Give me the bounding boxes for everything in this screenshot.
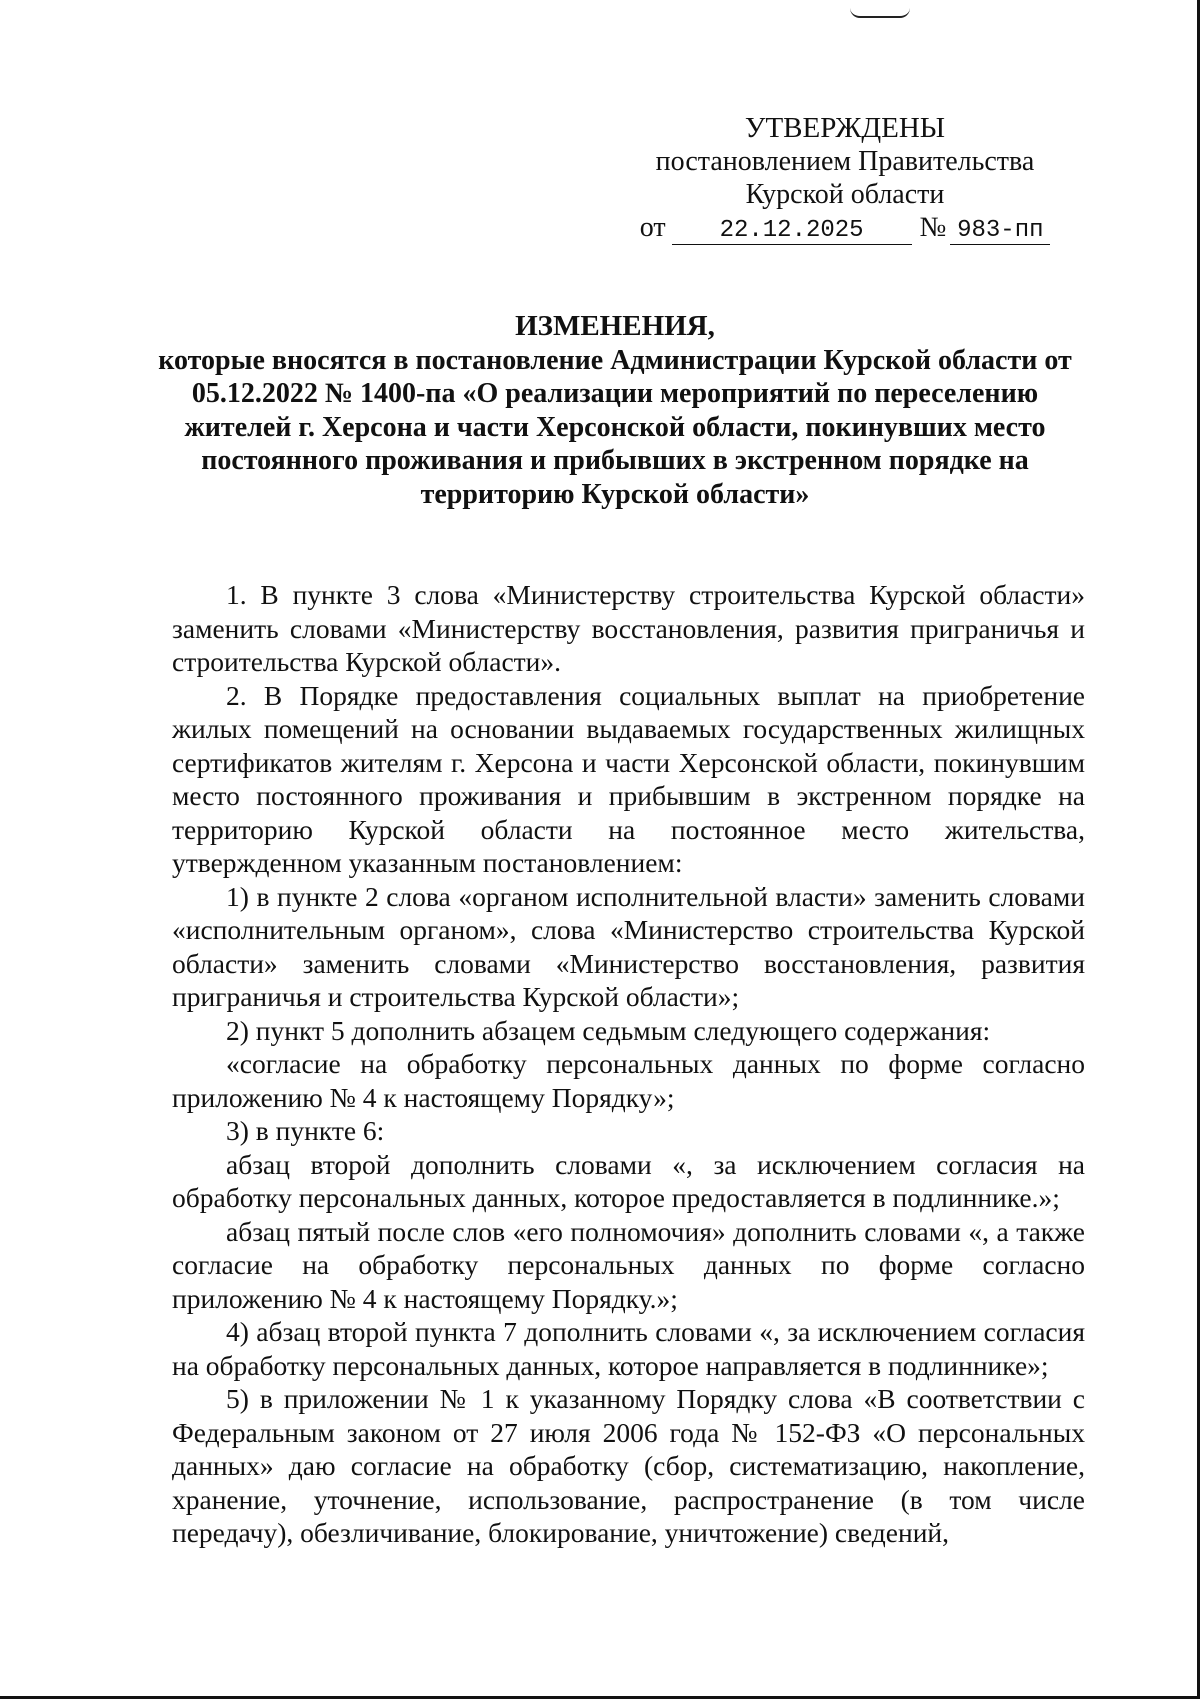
approval-heading: УТВЕРЖДЕНЫ (744, 112, 946, 144)
paragraph: 4) абзац второй пункта 7 дополнить словами «, за исключением согласия на обработку персональных данных, которое направляется в подлиннике»; (172, 1316, 1085, 1381)
paragraph: 1) в пункте 2 слова «органом исполнительной власти» заменить словами «исполнительным органом», слова «Министерство строительства Курской области» заменить словами «Министерство восстановления, развития приграничья и строительства Курской области»; (172, 880, 1085, 1012)
approval-date-number (600, 211, 1090, 245)
number-label: № (919, 212, 947, 243)
decree-number: 983-пп (950, 218, 1050, 245)
approval-line-2: постановлением Правительства (655, 146, 1035, 177)
from-label: от (639, 212, 666, 243)
paragraph: 2. В Порядке предоставления социальных выплат на приобретение жилых помещений на основании выдаваемых государственных жилищных сертификатов жителям г. Херсона и части Херсонской области, покинувшим место постоянного проживания и прибывшим в экстренном порядке на территорию Курской области на постоянное место жительства, утвержденном указанным постановлением: (172, 679, 1085, 878)
paragraph: абзац пятый после слов «его полномочия» дополнить словами «, а также согласие на обработку персональных данных по форме согласно приложению № 4 к настоящему Порядку.»; (172, 1215, 1085, 1314)
document-title (150, 310, 1080, 511)
approval-line-3: Курской области (745, 179, 945, 210)
title-heading: ИЗМЕНЕНИЯ, (515, 310, 715, 342)
paragraph: «согласие на обработку персональных данных по форме согласно приложению № 4 к настоящему Порядку»; (172, 1048, 1085, 1113)
title-subtitle: которые вносятся в постановление Администрации Курской области от 05.12.2022 № 1400-па «О реализации мероприятий по переселению жителей г. Херсона и части Херсонской области, покинувших место постоянного проживания и прибывших в экстренном порядке на территорию Курской области» (158, 344, 1072, 510)
paragraph: абзац второй дополнить словами «, за исключением согласия на обработку персональных данных, которое предоставляется в подлиннике.»; (172, 1148, 1085, 1213)
paragraph: 2) пункт 5 дополнить абзацем седьмым следующего содержания: (226, 1014, 991, 1046)
document-body (172, 578, 1085, 1550)
paragraph: 5) в приложении № 1 к указанному Порядку слова «В соответствии с Федеральным законом от 27 июля 2006 года № 152-ФЗ «О персональных данных» даю согласие на обработку (сбор, систематизацию, накопление, хранение, уточнение, использование, распространение (в том числе передачу), обезличивание, блокирование, уничтожение) сведений, (172, 1383, 1085, 1548)
paragraph: 1. В пункте 3 слова «Министерству строительства Курской области» заменить словами «Министерству восстановления, развития приграничья и строительства Курской области». (172, 579, 1085, 677)
decree-date: 22.12.2025 (672, 218, 912, 245)
paragraph: 3) в пункте 6: (226, 1115, 385, 1146)
scan-artifact (850, 8, 910, 18)
approval-block (600, 112, 1090, 245)
